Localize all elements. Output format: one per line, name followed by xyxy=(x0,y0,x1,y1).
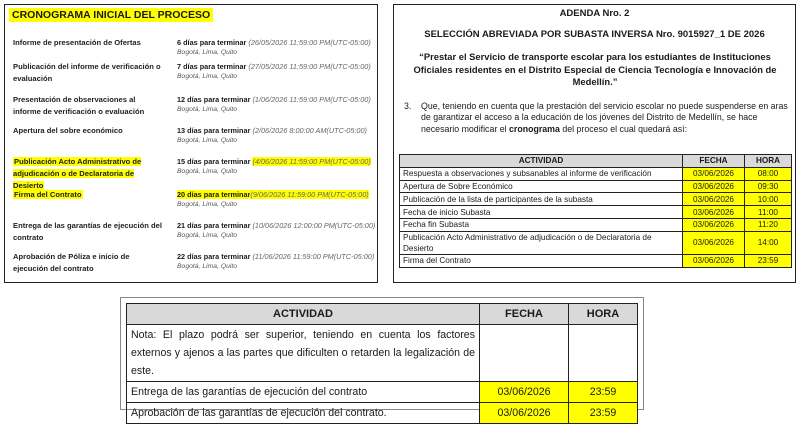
column-header-fecha: FECHA xyxy=(480,304,569,325)
table-header-row xyxy=(400,155,792,168)
cronograma-item-label: Presentación de observaciones al informe de verificación o evaluación xyxy=(13,95,145,116)
table-row xyxy=(400,231,792,254)
cell-hora: 23:59 xyxy=(569,403,638,424)
adenda-heading: ADENDA Nro. 2 xyxy=(559,8,630,19)
cronograma-item-location: Bogotá, Lima, Quito xyxy=(177,73,238,80)
column-header-hora: HORA xyxy=(745,155,792,168)
column-header-hora: HORA xyxy=(569,304,638,325)
cronograma-item-location: Bogotá, Lima, Quito xyxy=(177,49,238,56)
cell-hora: 09:30 xyxy=(745,180,792,193)
cell-hora: 10:00 xyxy=(745,193,792,206)
cell-fecha: 03/06/2026 xyxy=(683,167,745,180)
cronograma-item-label: Firma del Contrato xyxy=(14,190,82,199)
column-header-fecha: FECHA xyxy=(683,155,745,168)
cronograma-item-location: Bogotá, Lima, Quito xyxy=(177,232,238,239)
adenda-panel xyxy=(393,4,796,283)
cell-actividad: Fecha fin Subasta xyxy=(400,218,683,231)
cronograma-item-label: Publicación del informe de verificación o evaluación xyxy=(13,62,161,83)
cell-fecha: 03/06/2026 xyxy=(683,231,745,254)
cell-fecha: 03/06/2026 xyxy=(480,382,569,403)
column-header-actividad: ACTIVIDAD xyxy=(127,304,480,325)
cell-fecha: 03/06/2026 xyxy=(480,403,569,424)
note-row xyxy=(127,325,638,382)
adenda-schedule-table xyxy=(399,154,792,268)
cell-actividad: Aprobación de las garantías de ejecución del contrato. xyxy=(127,403,480,424)
table-row xyxy=(400,180,792,193)
cronograma-item-location: Bogotá, Lima, Quito xyxy=(177,106,238,113)
garantias-table xyxy=(126,303,638,424)
paragraph-number: 3. xyxy=(404,101,412,111)
cronograma-item-label: Informe de presentación de Ofertas xyxy=(13,38,141,47)
cell-actividad: Fecha de inicio Subasta xyxy=(400,206,683,219)
cell-hora: 08:00 xyxy=(745,167,792,180)
table-row xyxy=(400,218,792,231)
table-row xyxy=(400,254,792,267)
table-row xyxy=(127,382,638,403)
cell-actividad: Respuesta a observaciones y subsanables al informe de verificación xyxy=(400,167,683,180)
cronograma-item-days: 20 días para terminar(9/06/2026 11:59:00 PM(UTC-05:00) xyxy=(177,190,369,199)
cell-hora: 11:20 xyxy=(745,218,792,231)
cell-hora: 11:00 xyxy=(745,206,792,219)
table-row xyxy=(400,167,792,180)
cell-actividad: Entrega de las garantías de ejecución del contrato xyxy=(127,382,480,403)
cronograma-item-days: 22 días para terminar (11/06/2026 11:59:00 PM(UTC-05:00) xyxy=(177,252,375,261)
note-text: Nota: El plazo podrá ser superior, teniendo en cuenta los factores externos y ajenos a las partes que dificulten o retarden la legalización de este. xyxy=(127,325,480,382)
cronograma-item-days: 15 días para terminar (4/06/2026 11:59:00 PM(UTC-05:00) xyxy=(177,157,371,166)
cronograma-item-label: Apertura del sobre económico xyxy=(13,126,123,135)
table-row xyxy=(400,193,792,206)
cell-actividad: Apertura de Sobre Económico xyxy=(400,180,683,193)
cell-hora: 14:00 xyxy=(745,231,792,254)
cell-hora: 23:59 xyxy=(569,382,638,403)
cronograma-item-label: Entrega de las garantías de ejecución del contrato xyxy=(13,221,162,242)
cell-fecha: 03/06/2026 xyxy=(683,180,745,193)
cell-hora: 23:59 xyxy=(745,254,792,267)
cell-fecha-empty xyxy=(480,325,569,382)
paragraph-text: Que, teniendo en cuenta que la prestación del servicio escolar no puede suspenderse en aras de garantizar el acceso a la educación de los jóvenes del Distrito de Medellín, se hace necesario modificar el cronograma del proceso el cual quedará así: xyxy=(421,101,788,134)
cell-fecha: 03/06/2026 xyxy=(683,218,745,231)
cronograma-item-location: Bogotá, Lima, Quito xyxy=(177,168,238,175)
cell-actividad: Firma del Contrato xyxy=(400,254,683,267)
cell-actividad: Publicación de la lista de participantes de la subasta xyxy=(400,193,683,206)
cronograma-inicial-panel xyxy=(4,4,378,283)
adenda-subheading: SELECCIÓN ABREVIADA POR SUBASTA INVERSA Nro. 9015927_1 DE 2026 xyxy=(424,29,765,40)
adenda-object-quote: “Prestar el Servicio de transporte escolar para los estudiantes de Instituciones Oficiales residentes en el Distrito Especial de Ciencia Tecnología e Innovación de Medellín.” xyxy=(413,51,777,87)
table-row xyxy=(400,206,792,219)
cronograma-item-days: 6 días para terminar (26/05/2026 11:59:00 PM(UTC-05:00) xyxy=(177,38,371,47)
cronograma-item-location: Bogotá, Lima, Quito xyxy=(177,137,238,144)
cronograma-item-location: Bogotá, Lima, Quito xyxy=(177,263,238,270)
table-header-row xyxy=(127,304,638,325)
cell-actividad: Publicación Acto Administrativo de adjudicación o de Declaratoria de Desierto xyxy=(400,231,683,254)
cronograma-item-label: Publicación Acto Administrativo de adjudicación o de Declaratoria de Desierto xyxy=(13,157,142,190)
cell-fecha: 03/06/2026 xyxy=(683,254,745,267)
cronograma-item-label: Aprobación de Póliza e inicio de ejecución del contrato xyxy=(13,252,130,273)
cronograma-item-days: 13 días para terminar (2/06/2026 8:00:00 AM(UTC-05:00) xyxy=(177,126,367,135)
garantias-panel xyxy=(120,297,644,419)
cell-hora-empty xyxy=(569,325,638,382)
cronograma-item-days: 21 días para terminar (10/06/2026 12:00:00 PM(UTC-05:00) xyxy=(177,221,376,230)
cronograma-item-location: Bogotá, Lima, Quito xyxy=(177,201,238,208)
adenda-paragraph xyxy=(404,101,788,135)
table-row xyxy=(127,403,638,424)
cronograma-item-days: 7 días para terminar (27/05/2026 11:59:00 PM(UTC-05:00) xyxy=(177,62,371,71)
cronograma-title: CRONOGRAMA INICIAL DEL PROCESO xyxy=(9,8,213,22)
column-header-actividad: ACTIVIDAD xyxy=(400,155,683,168)
cronograma-item-days: 12 días para terminar (1/06/2026 11:59:00 PM(UTC-05:00) xyxy=(177,95,371,104)
cell-fecha: 03/06/2026 xyxy=(683,206,745,219)
cell-fecha: 03/06/2026 xyxy=(683,193,745,206)
